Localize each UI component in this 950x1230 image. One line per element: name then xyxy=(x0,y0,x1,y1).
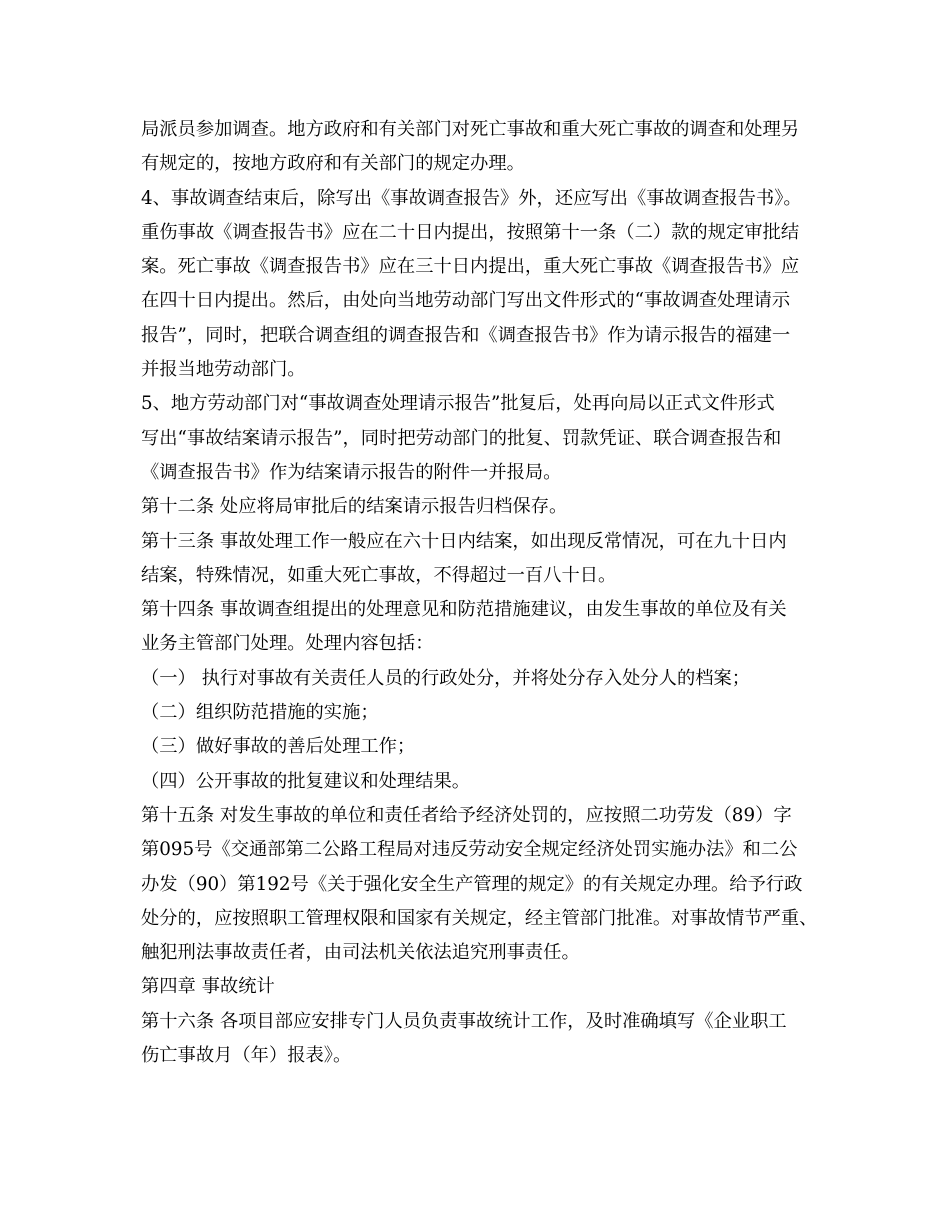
text-line: 在四十日内提出。然后，由处向当地劳动部门写出文件形式的“事故调查处理请示 xyxy=(141,290,791,312)
text-line: 第十二条 处应将局审批后的结案请示报告归档保存。 xyxy=(141,496,568,518)
text-line: （二）组织防范措施的实施； xyxy=(141,702,379,724)
text-line: 伤亡事故月（年）报表》。 xyxy=(141,1045,352,1067)
text-line: 5、地方劳动部门对“事故调查处理请示报告”批复后，处再向局以正式文件形式 xyxy=(141,393,775,415)
text-line: 第十六条 各项目部应安排专门人员负责事故统计工作，及时准确填写《企业职工 xyxy=(141,1010,787,1032)
text-line: 重伤事故《调查报告书》应在二十日内提出，按照第十一条（二）款的规定审批结 xyxy=(141,221,800,243)
text-line: 报告”，同时，把联合调查组的调查报告和《调查报告书》作为请示报告的福建一 xyxy=(141,324,791,346)
text-line: 第四章 事故统计 xyxy=(141,976,275,998)
text-line: 第十四条 事故调查组提出的处理意见和防范措施建议，由发生事故的单位及有关 xyxy=(141,599,787,621)
text-line: 4、事故调查结束后，除写出《事故调查报告》外，还应写出《事故调查报告书》。 xyxy=(141,187,802,209)
text-line: 第095号《交通部第二公路工程局对违反劳动安全规定经济处罚实施办法》和二公 xyxy=(141,839,798,861)
text-line: （四）公开事故的批复建议和处理结果。 xyxy=(141,770,471,792)
text-line: 第十五条 对发生事故的单位和责任者给予经济处罚的，应按照二功劳发（89）字 xyxy=(141,804,792,826)
text-line: 局派员参加调查。地方政府和有关部门对死亡事故和重大死亡事故的调查和处理另 xyxy=(141,119,800,140)
text-line: 《调查报告书》作为结案请示报告的附件一并报局。 xyxy=(141,461,562,483)
text-line: 有规定的，按地方政府和有关部门的规定办理。 xyxy=(141,153,525,175)
text-line: （三）做好事故的善后处理工作； xyxy=(141,736,416,758)
text-line: 第十三条 事故处理工作一般应在六十日内结案，如出现反常情况，可在九十日内 xyxy=(141,530,787,552)
text-line: （一） 执行对事故有关责任人员的行政处分，并将处分存入处分人的档案； xyxy=(141,667,751,689)
text-line: 触犯刑法事故责任者，由司法机关依法追究刑事责任。 xyxy=(141,942,580,964)
text-line: 写出“事故结案请示报告”，同时把劳动部门的批复、罚款凭证、联合调查报告和 xyxy=(141,427,782,449)
text-line: 结案，特殊情况，如重大死亡事故，不得超过一百八十日。 xyxy=(141,564,617,586)
text-line: 业务主管部门处理。处理内容包括： xyxy=(141,633,434,655)
text-line: 案。死亡事故《调查报告书》应在三十日内提出，重大死亡事故《调查报告书》应 xyxy=(141,256,800,278)
text-line: 办发（90）第192号《关于强化安全生产管理的规定》的有关规定办理。给予行政 xyxy=(141,873,803,895)
text-line: 并报当地劳动部门。 xyxy=(141,359,306,381)
text-line: 处分的，应按照职工管理权限和国家有关规定，经主管部门批准。对事故情节严重、 xyxy=(141,907,818,929)
document-body xyxy=(141,113,821,1073)
